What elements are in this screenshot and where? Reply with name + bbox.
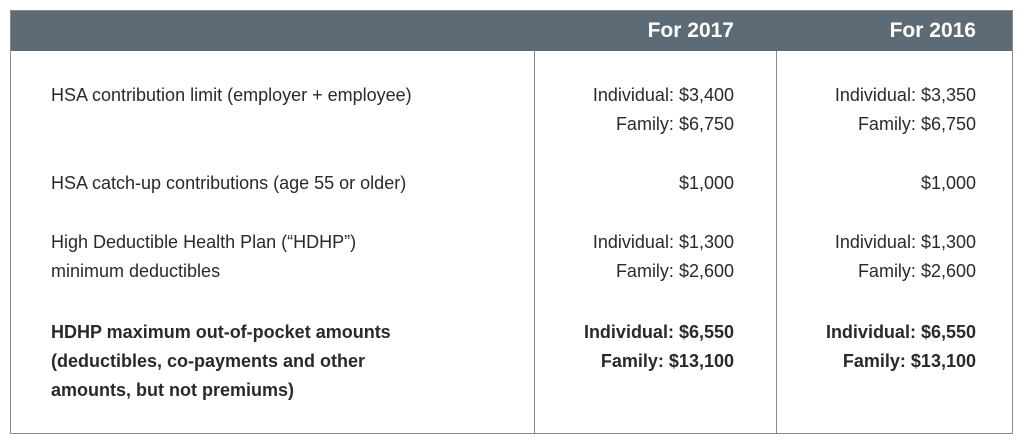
value-line: Family: $6,750 bbox=[857, 114, 976, 134]
value-line: Individual: $6,550 bbox=[825, 322, 976, 342]
row-label-line: High Deductible Health Plan (“HDHP”) bbox=[51, 232, 357, 252]
value-line: Family: $6,750 bbox=[615, 114, 734, 134]
value-line: Individual: $3,350 bbox=[834, 85, 976, 105]
row-label-line: HSA catch-up contributions (age 55 or older) bbox=[51, 173, 407, 193]
row-label bbox=[51, 228, 521, 286]
row-label-line: minimum deductibles bbox=[51, 261, 221, 281]
value-line: Family: $2,600 bbox=[857, 261, 976, 281]
value-2017 bbox=[534, 318, 734, 376]
row-label bbox=[51, 169, 521, 198]
row-label-line: HSA contribution limit (employer + employee) bbox=[51, 85, 412, 105]
value-2016 bbox=[776, 318, 976, 376]
value-line: $1,000 bbox=[678, 173, 734, 193]
row-label bbox=[51, 318, 521, 405]
row-label-line: amounts, but not premiums) bbox=[51, 380, 294, 400]
value-line: $1,000 bbox=[920, 173, 976, 193]
value-2017 bbox=[534, 81, 734, 139]
value-line: Individual: $3,400 bbox=[592, 85, 734, 105]
table-header bbox=[11, 11, 1012, 51]
row-label-line: (deductibles, co-payments and other bbox=[51, 351, 366, 371]
value-line: Individual: $1,300 bbox=[592, 232, 734, 252]
value-2017 bbox=[534, 228, 734, 286]
column-header-2016: For 2016 bbox=[889, 19, 976, 42]
row-label-line: HDHP maximum out-of-pocket amounts bbox=[51, 322, 391, 342]
value-line: Family: $13,100 bbox=[600, 351, 734, 371]
row-label bbox=[51, 81, 521, 110]
column-header-2017: For 2017 bbox=[647, 19, 734, 42]
value-line: Family: $13,100 bbox=[842, 351, 976, 371]
value-2016 bbox=[776, 228, 976, 286]
hsa-limits-table bbox=[10, 10, 1013, 434]
value-2016 bbox=[776, 81, 976, 139]
value-line: Family: $2,600 bbox=[615, 261, 734, 281]
value-2017 bbox=[534, 169, 734, 198]
value-2016 bbox=[776, 169, 976, 198]
value-line: Individual: $6,550 bbox=[583, 322, 734, 342]
value-line: Individual: $1,300 bbox=[834, 232, 976, 252]
